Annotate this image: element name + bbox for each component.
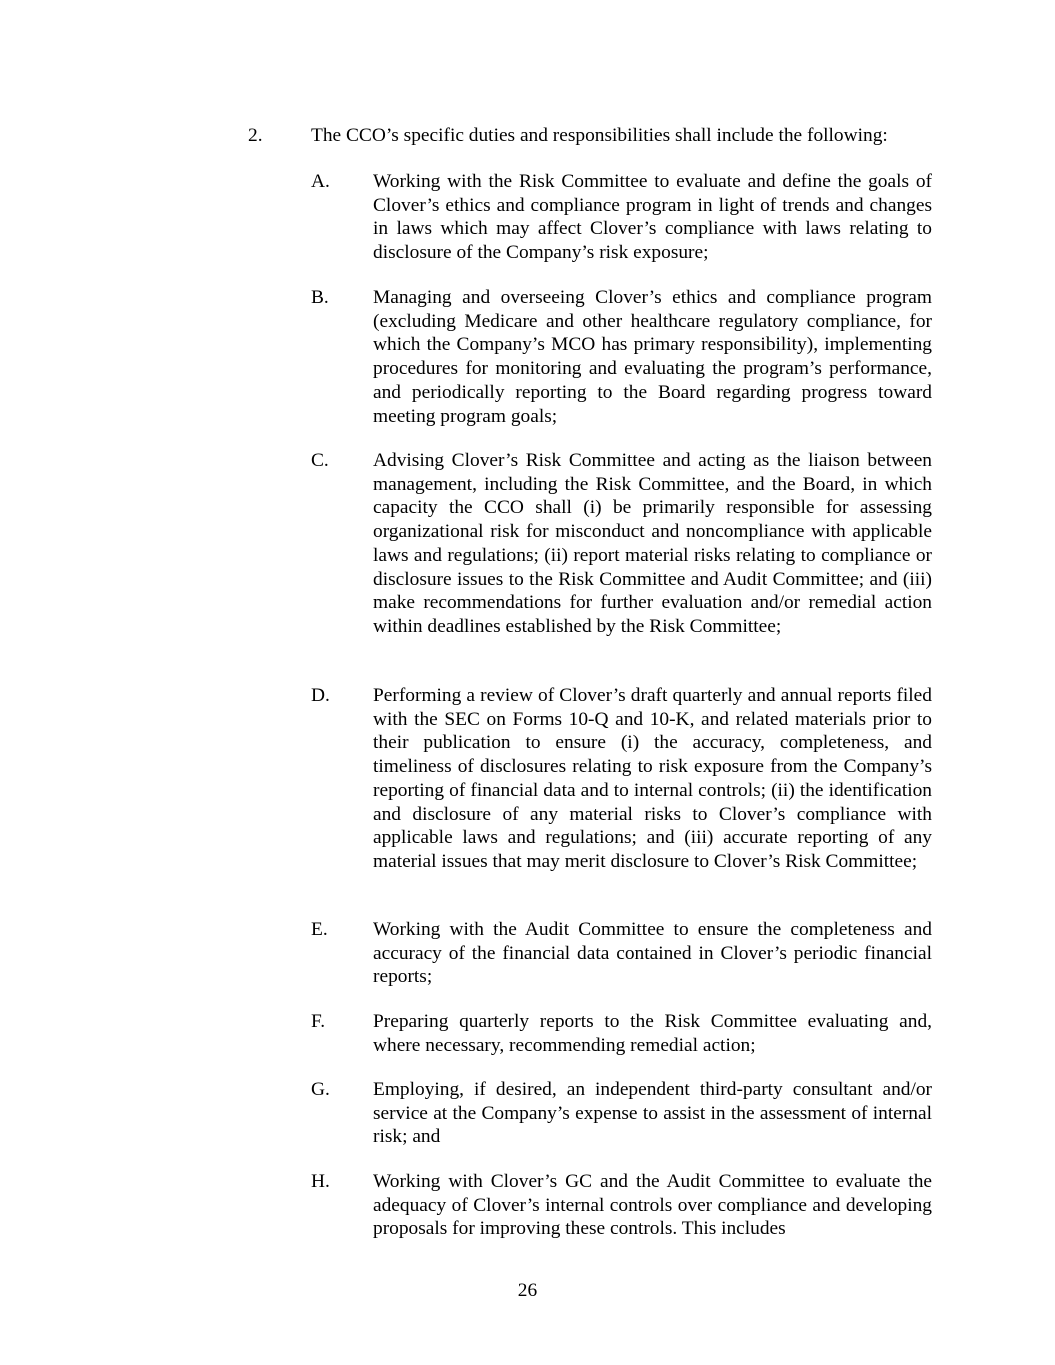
list-item-h [311,1170,932,1241]
list-item-text: Employing, if desired, an independent third-party consultant and/or service at the Company’s expense to assist in the assessment of internal risk; and [373,1079,932,1148]
list-item-text: Working with the Risk Committee to evaluate and define the goals of Clover’s ethics and compliance program in light of trends and changes in laws which may affect Clover’s compliance with laws relating to disclosure of the Company’s risk exposure; [373,171,932,264]
list-item-letter: F. [311,1011,326,1032]
list-item-d [311,684,932,874]
list-item-c [311,449,932,639]
section-number: 2. [248,125,263,146]
list-item-text: Working with Clover’s GC and the Audit Committee to evaluate the adequacy of Clover’s internal controls over compliance and developing proposals for improving these controls. This includes [373,1171,932,1240]
list-item-text: Advising Clover’s Risk Committee and acting as the liaison between management, including the Risk Committee, and the Board, in which capacity the CCO shall (i) be primarily responsible for assessing organizational risk for misconduct and noncompliance with applicable laws and regulations; (ii) report material risks relating to compliance or disclosure issues to the Risk Committee and Audit Committee; and (iii) make recommendations for further evaluation and/or remedial action within deadlines established by the Risk Committee; [373,450,932,637]
list-item-b [311,286,932,428]
list-item-letter: E. [311,919,328,940]
section-intro: The CCO’s specific duties and responsibilities shall include the following: [311,125,888,146]
list-item-letter: A. [311,171,330,192]
list-item-text: Working with the Audit Committee to ensure the completeness and accuracy of the financial data contained in Clover’s periodic financial reports; [373,919,932,988]
list-item-letter: D. [311,685,330,706]
list-item-letter: G. [311,1079,330,1100]
list-item-f [311,1010,932,1057]
list-item-a [311,170,932,265]
list-item-letter: H. [311,1171,330,1192]
list-item-text: Managing and overseeing Clover’s ethics and compliance program (excluding Medicare and other healthcare regulatory compliance, for which the Company’s MCO has primary responsibility), implementing procedures for monitoring and evaluating the program’s performance, and periodically reporting to the Board regarding progress toward meeting program goals; [373,287,932,427]
list-item-g [311,1078,932,1149]
list-item-e [311,918,932,989]
list-item-letter: B. [311,287,329,308]
list-item-text: Preparing quarterly reports to the Risk Committee evaluating and, where necessary, recommending remedial action; [373,1011,932,1056]
list-item-text: Performing a review of Clover’s draft quarterly and annual reports filed with the SEC on Forms 10-Q and 10-K, and related materials prior to their publication to ensure (i) the accuracy, completeness, and timeliness of disclosures relating to risk exposure from the Company’s reporting of financial data and to internal controls; (ii) the identification and disclosure of any material risks to Clover’s compliance with applicable laws and regulations; and (iii) accurate reporting of any material issues that may merit disclosure to Clover’s Risk Committee; [373,685,932,872]
page-number: 26 [517,1280,538,1301]
list-item-letter: C. [311,450,329,471]
